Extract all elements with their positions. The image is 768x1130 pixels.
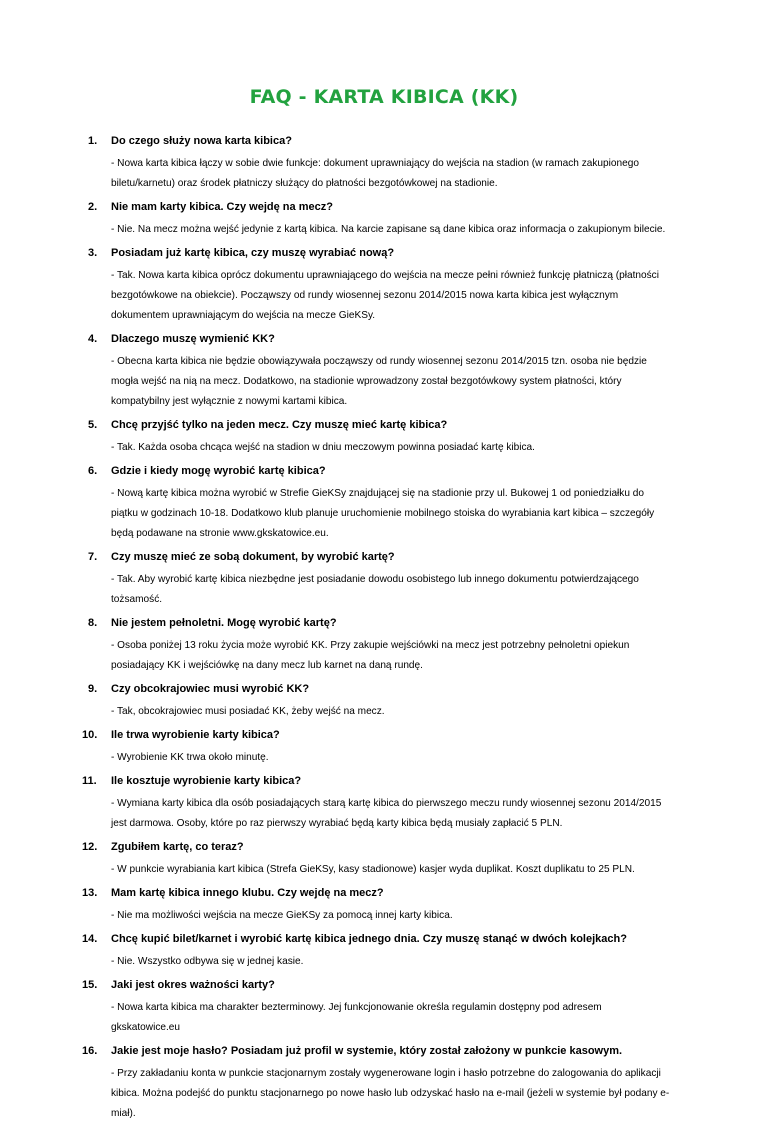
faq-question: Ile trwa wyrobienie karty kibica? — [111, 729, 280, 741]
faq-item — [82, 840, 671, 880]
faq-number: 9. — [88, 683, 98, 695]
faq-question: Do czego służy nowa karta kibica? — [111, 135, 292, 147]
faq-answer: - Nowa karta kibica łączy w sobie dwie funkcje: dokument uprawniający do wejścia na stadion (w ramach zakupionego biletu/karnetu) oraz środek płatniczy służący do płatności bezgotówkowej na stadionie. — [111, 158, 639, 189]
faq-question: Chcę przyjść tylko na jeden mecz. Czy muszę mieć kartę kibica? — [111, 419, 448, 431]
faq-answer: - Obecna karta kibica nie będzie obowiązywała począwszy od rundy wiosennej sezonu 2014/2015 tzn. osoba nie będzie mogła wejść na nią na mecz. Dodatkowo, na stadionie wprowadzony został bezgotówkowy system płatności, który kompatybilny jest wyłącznie z nowymi kartami kibica. — [111, 356, 647, 407]
faq-item — [88, 134, 671, 194]
faq-answer: - Wymiana karty kibica dla osób posiadających starą kartę kibica do pierwszego meczu rundy wiosennej sezonu 2014/2015 jest darmowa. Osoby, które po raz pierwszy wyrabiać będą karty kibica będą musiały zapłacić 5 PLN. — [111, 798, 662, 829]
faq-answer: - Nie ma możliwości wejścia na mecze GieKSy za pomocą innej karty kibica. — [111, 910, 453, 921]
faq-item — [82, 978, 671, 1038]
faq-number: 8. — [88, 617, 98, 629]
faq-item — [82, 1044, 671, 1124]
faq-item — [88, 418, 671, 458]
faq-question: Mam kartę kibica innego klubu. Czy wejdę na mecz? — [111, 887, 384, 899]
faq-number: 5. — [88, 419, 98, 431]
faq-item — [88, 332, 671, 412]
faq-list — [0, 134, 768, 1130]
faq-number: 11. — [82, 775, 97, 787]
faq-item — [88, 550, 671, 610]
faq-question: Nie mam karty kibica. Czy wejdę na mecz? — [111, 201, 333, 213]
faq-number: 3. — [88, 247, 98, 259]
faq-answer: - Tak. Każda osoba chcąca wejść na stadion w dniu meczowym powinna posiadać kartę kibica. — [111, 442, 535, 453]
faq-item — [82, 932, 671, 972]
faq-number: 15. — [82, 979, 98, 991]
faq-answer: - Wyrobienie KK trwa około minutę. — [111, 752, 269, 763]
faq-answer: - W punkcie wyrabiania kart kibica (Strefa GieKSy, kasy stadionowe) kasjer wyda duplikat. Koszt duplikatu to 25 PLN. — [111, 864, 635, 875]
faq-question: Czy muszę mieć ze sobą dokument, by wyrobić kartę? — [111, 551, 395, 563]
faq-question: Czy obcokrajowiec musi wyrobić KK? — [111, 683, 310, 695]
page-title: FAQ - KARTA KIBICA (KK) — [249, 86, 519, 108]
faq-number: 7. — [88, 551, 98, 563]
faq-item — [82, 728, 671, 768]
faq-answer: - Tak, obcokrajowiec musi posiadać KK, żeby wejść na mecz. — [111, 706, 385, 717]
faq-number: 2. — [88, 201, 98, 213]
faq-question: Posiadam już kartę kibica, czy muszę wyrabiać nową? — [111, 247, 395, 259]
faq-number: 13. — [82, 887, 98, 899]
faq-number: 6. — [88, 465, 98, 477]
faq-item — [88, 616, 671, 676]
faq-item — [88, 682, 671, 722]
faq-question: Ile kosztuje wyrobienie karty kibica? — [111, 775, 302, 787]
faq-item — [88, 200, 671, 240]
faq-answer: - Nie. Wszystko odbywa się w jednej kasie. — [111, 956, 304, 967]
faq-question: Zgubiłem kartę, co teraz? — [111, 841, 244, 853]
faq-number: 10. — [82, 729, 98, 741]
faq-number: 16. — [82, 1045, 98, 1057]
faq-answer: - Tak. Nowa karta kibica oprócz dokumentu uprawniającego do wejścia na mecze pełni również funkcję płatniczą (płatności bezgotówkowe na obiekcie). Począwszy od rundy wiosennej sezonu 2014/2015 nowa karta kibica jest wyłącznym dokumentem uprawniającym do wejścia na mecze GieKSy. — [111, 270, 659, 321]
faq-question: Dlaczego muszę wymienić KK? — [111, 333, 275, 345]
faq-item — [88, 246, 671, 326]
faq-question: Nie jestem pełnoletni. Mogę wyrobić kartę? — [111, 617, 337, 629]
faq-answer: - Nowa karta kibica ma charakter bezterminowy. Jej funkcjonowanie określa regulamin dostępny pod adresem gkskatowice.eu — [111, 1002, 602, 1033]
faq-number: 12. — [82, 841, 98, 853]
faq-number: 1. — [88, 135, 98, 147]
faq-question: Gdzie i kiedy mogę wyrobić kartę kibica? — [111, 465, 326, 477]
faq-question: Jakie jest moje hasło? Posiadam już profil w systemie, który został założony w punkcie kasowym. — [111, 1045, 623, 1057]
faq-answer: - Nie. Na mecz można wejść jedynie z kartą kibica. Na karcie zapisane są dane kibica oraz informacja o zakupionym bilecie. — [111, 224, 666, 235]
faq-number: 14. — [82, 933, 98, 945]
faq-item — [88, 464, 671, 544]
faq-question: Jaki jest okres ważności karty? — [111, 979, 275, 991]
faq-item — [82, 774, 671, 834]
faq-item — [82, 886, 671, 926]
faq-answer: - Osoba poniżej 13 roku życia może wyrobić KK. Przy zakupie wejściówki na mecz jest potrzebny pełnoletni opiekun posiadający KK i wejściówkę na dany mecz lub karnet na daną rundę. — [111, 640, 630, 671]
faq-answer: - Przy zakładaniu konta w punkcie stacjonarnym zostały wygenerowane login i hasło potrzebne do zalogowania do aplikacji kibica. Można podejść do punktu stacjonarnego po nowe hasło lub odzyskać hasło na e-mail (jeżeli w systemie był podany e-miał). — [111, 1068, 670, 1119]
faq-number: 4. — [88, 333, 98, 345]
faq-answer: - Tak. Aby wyrobić kartę kibica niezbędne jest posiadanie dowodu osobistego lub innego dokumentu potwierdzającego tożsamość. — [111, 574, 639, 605]
faq-question: Chcę kupić bilet/karnet i wyrobić kartę kibica jednego dnia. Czy muszę stanąć w dwóch kolejkach? — [111, 933, 627, 945]
faq-answer: - Nową kartę kibica można wyrobić w Strefie GieKSy znajdującej się na stadionie przy ul. Bukowej 1 od poniedziałku do piątku w godzinach 10-18. Dodatkowo klub planuje uruchomienie mobilnego stoiska do wyrabiania kart kibica – szczegóły będą podawane na stronie www.gkskatowice.eu. — [111, 488, 655, 539]
